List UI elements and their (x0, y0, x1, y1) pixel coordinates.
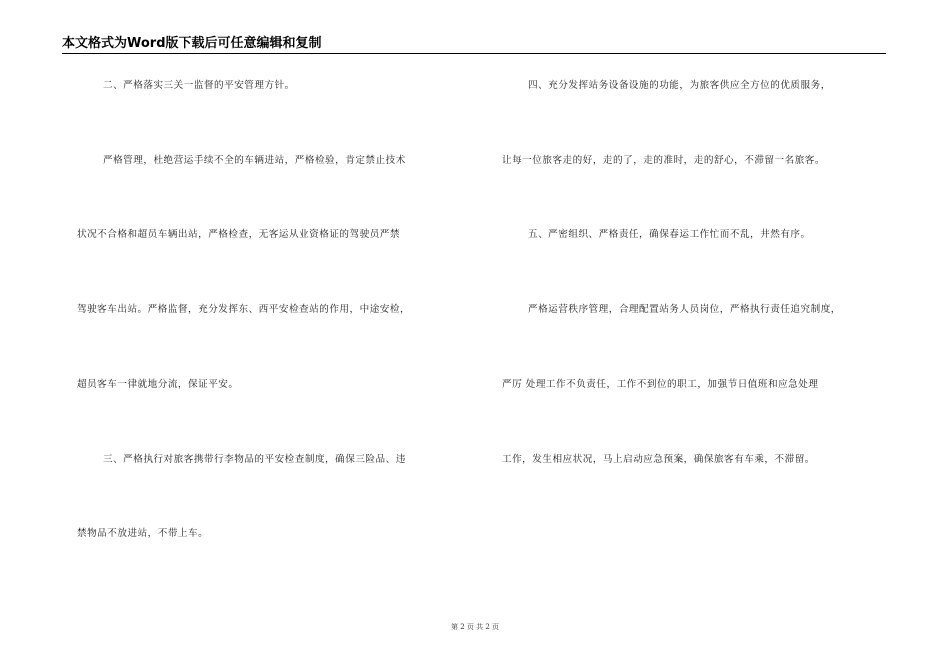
header-title: 本文格式为Word版下载后可任意编辑和复制 (62, 36, 322, 51)
right-line-6: 工作，发生相应状况，马上启动应急预案，确保旅客有车乘，不滞留。 (502, 454, 815, 465)
left-line-6: 三、严格执行对旅客携带行李物品的平安检查制度，确保三险品、违 (103, 454, 406, 465)
header-divider (62, 53, 886, 54)
left-line-4: 驾驶客车出站。严格监督，充分发挥东、西平安检查站的作用，中途安检， (77, 304, 411, 315)
right-line-4: 严格运营秩序管理，合理配置站务人员岗位，严格执行责任追究制度， (528, 304, 841, 315)
left-line-7: 禁物品不放进站，不带上车。 (77, 528, 209, 539)
right-line-2: 让每一位旅客走的好，走的了，走的准时，走的舒心，不滞留一名旅客。 (502, 155, 825, 166)
left-line-1: 二、严格落实三关一监督的平安管理方针。 (103, 80, 295, 91)
left-line-2: 严格管理，杜绝营运手续不全的车辆进站，严格检验，肯定禁止技术 (103, 155, 406, 166)
left-line-5: 超员客车一律就地分流，保证平安。 (77, 379, 239, 390)
right-line-5: 严厉 处理工作不负责任，工作不到位的职工，加强节日值班和应急处理 (502, 379, 819, 390)
document-header (62, 36, 886, 54)
left-line-3: 状况不合格和超员车辆出站，严格检查，无客运从业资格证的驾驶员严禁 (77, 229, 400, 240)
page-indicator: 第 2 页 共 2 页 (450, 623, 500, 631)
right-line-1: 四、充分发挥站务设备设施的功能，为旅客供应全方位的优质服务， (528, 80, 831, 91)
right-line-3: 五、严密组织、严格责任，确保春运工作忙而不乱，井然有序。 (528, 229, 811, 240)
